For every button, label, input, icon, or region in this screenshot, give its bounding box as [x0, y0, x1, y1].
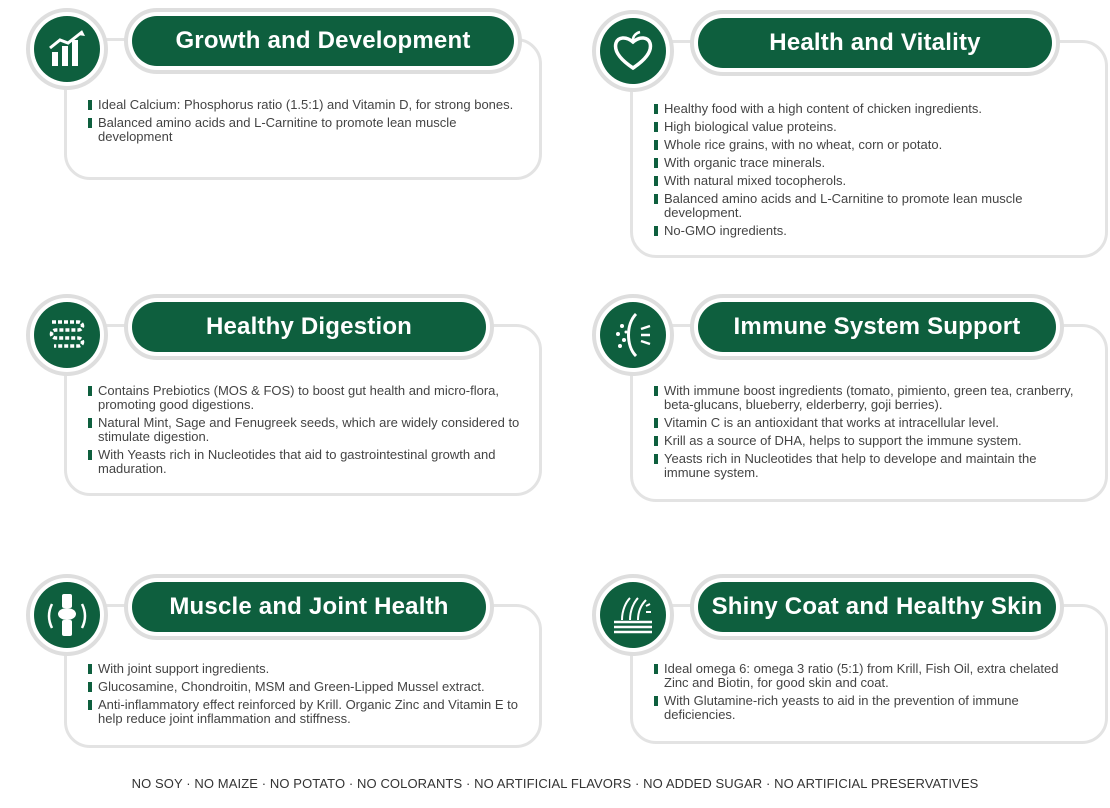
list-item: Balanced amino acids and L-Carnitine to promote lean muscle development. [654, 192, 1086, 220]
skin-hair-icon [610, 592, 656, 638]
card-icon-badge [26, 8, 108, 90]
card-item-list [654, 662, 1086, 726]
list-item: Krill as a source of DHA, helps to support the immune system. [654, 434, 1086, 448]
list-item: Contains Prebiotics (MOS & FOS) to boost gut health and micro-flora, promoting good digestions. [88, 384, 520, 412]
list-item: Anti-inflammatory effect reinforced by Krill. Organic Zinc and Vitamin E to help reduce joint inflammation and stiffness. [88, 698, 520, 726]
card-title-pill [690, 574, 1064, 640]
list-item: Healthy food with a high content of chicken ingredients. [654, 102, 1086, 116]
list-item: Ideal Calcium: Phosphorus ratio (1.5:1) and Vitamin D, for strong bones. [88, 98, 520, 112]
card-growth-development [26, 8, 542, 180]
card-title-pill [124, 8, 522, 74]
card-icon-badge [592, 10, 674, 92]
card-item-list [88, 384, 520, 480]
footer-disclaimer: NO SOY · NO MAIZE · NO POTATO · NO COLORANTS · NO ARTIFICIAL FLAVORS · NO ADDED SUGAR · NO ARTIFICIAL PRESERVATIVES [131, 776, 979, 791]
card-item-list [88, 98, 520, 148]
card-item-list [88, 662, 520, 730]
card-title: Shiny Coat and Healthy Skin [698, 582, 1056, 632]
list-item: Vitamin C is an antioxidant that works at intracellular level. [654, 416, 1086, 430]
card-item-list [654, 384, 1086, 484]
list-item: No-GMO ingredients. [654, 224, 1086, 238]
list-item: Ideal omega 6: omega 3 ratio (5:1) from Krill, Fish Oil, extra chelated Zinc and Biotin, for good skin and coat. [654, 662, 1086, 690]
immune-shield-icon [610, 312, 656, 358]
list-item: High biological value proteins. [654, 120, 1086, 134]
card-title: Muscle and Joint Health [132, 582, 486, 632]
card-title-pill [124, 574, 494, 640]
card-health-vitality [592, 10, 1108, 258]
list-item: With organic trace minerals. [654, 156, 1086, 170]
card-title-pill [124, 294, 494, 360]
card-title: Growth and Development [132, 16, 514, 66]
list-item: With joint support ingredients. [88, 662, 520, 676]
list-item: Balanced amino acids and L-Carnitine to promote lean muscle development [88, 116, 520, 144]
card-title-pill [690, 294, 1064, 360]
list-item: Glucosamine, Chondroitin, MSM and Green-Lipped Mussel extract. [88, 680, 520, 694]
list-item: With Glutamine-rich yeasts to aid in the prevention of immune deficiencies. [654, 694, 1086, 722]
card-title: Healthy Digestion [132, 302, 486, 352]
card-icon-badge [26, 574, 108, 656]
list-item: Natural Mint, Sage and Fenugreek seeds, which are widely considered to stimulate digestion. [88, 416, 520, 444]
list-item: With natural mixed tocopherols. [654, 174, 1086, 188]
list-item: Yeasts rich in Nucleotides that help to develope and maintain the immune system. [654, 452, 1086, 480]
list-item: Whole rice grains, with no wheat, corn or potato. [654, 138, 1086, 152]
card-item-list [654, 102, 1086, 242]
card-icon-badge [26, 294, 108, 376]
knee-joint-icon [44, 592, 90, 638]
card-title: Immune System Support [698, 302, 1056, 352]
card-muscle-joint [26, 574, 542, 748]
card-immune-support [592, 294, 1108, 502]
list-item: With immune boost ingredients (tomato, pimiento, green tea, cranberry, beta-glucans, blueberry, elderberry, goji berries). [654, 384, 1086, 412]
card-shiny-coat [592, 574, 1108, 744]
growth-chart-icon [44, 26, 90, 72]
card-title-pill [690, 10, 1060, 76]
card-icon-badge [592, 574, 674, 656]
card-icon-badge [592, 294, 674, 376]
intestine-icon [44, 312, 90, 358]
card-title: Health and Vitality [698, 18, 1052, 68]
card-healthy-digestion [26, 294, 542, 496]
apple-heart-icon [610, 28, 656, 74]
list-item: With Yeasts rich in Nucleotides that aid to gastrointestinal growth and maduration. [88, 448, 520, 476]
